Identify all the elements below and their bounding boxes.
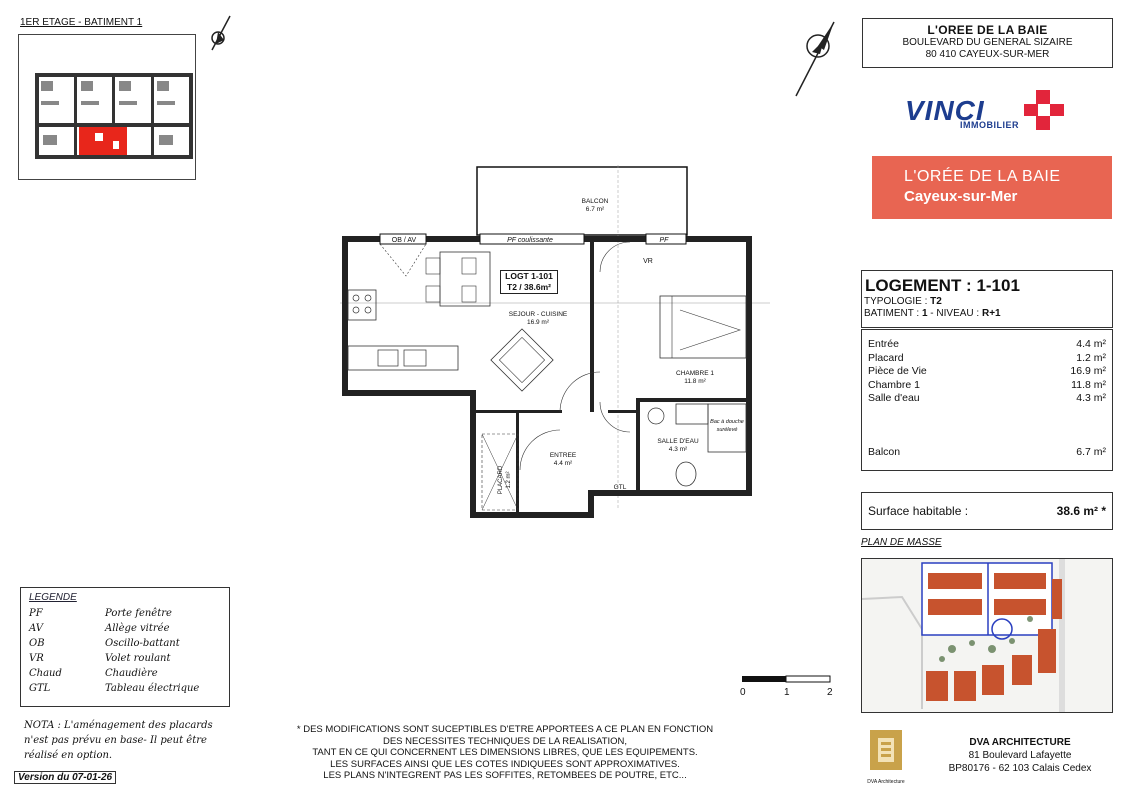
architect-line-1: 81 Boulevard Lafayette [968, 750, 1072, 761]
legend-item [29, 666, 221, 681]
surface-area: 11.8 m² [1071, 378, 1106, 391]
north-arrow-icon [790, 20, 838, 100]
logt-line-1: LOGT 1-101 [505, 271, 553, 281]
plan-gtl-label: GTL [613, 484, 627, 491]
legend-value: Tableau électrique [105, 683, 200, 694]
legend-item [29, 651, 221, 666]
entree-name: ENTREE [549, 452, 577, 459]
architect-block [930, 736, 1110, 775]
surfaces-table [861, 329, 1113, 471]
placard-name: PLACARD [498, 465, 504, 495]
balcon-row [868, 446, 1106, 460]
sde-name: SALLE D'EAU [657, 438, 699, 445]
logt-line-2: T2 / 38.6m² [507, 282, 551, 292]
address-line-2: 80 410 CAYEUX-SUR-MER [925, 49, 1050, 60]
placard-area-label: 1.2 m² [506, 471, 512, 489]
chambre-name: CHAMBRE 1 [676, 370, 714, 377]
legend-key: VR [29, 653, 44, 664]
disclaimer-line: TANT EN CE QUI CONCERNENT LES DIMENSIONS LIBRES, QUE LES EQUIPEMENTS. [312, 747, 698, 758]
key-plan [18, 34, 196, 180]
dva-logo-icon [866, 728, 906, 784]
vinci-logo: VINCI [905, 95, 985, 126]
legend-value: Volet roulant [105, 653, 171, 664]
residence-banner [872, 156, 1112, 219]
legend-title: LEGENDE [29, 592, 77, 603]
typologie-line [864, 296, 1112, 308]
batiment-label: BATIMENT : [864, 308, 922, 319]
entree-area-label: 4.4 m² [553, 460, 573, 467]
plan-pf-label: PF [659, 237, 669, 244]
dva-logo-text: DVA Architecture [867, 779, 905, 785]
logement-block [861, 270, 1113, 328]
typologie-value: T2 [930, 296, 942, 307]
legend-item [29, 606, 221, 621]
legend-key: GTL [29, 683, 51, 694]
plan-entree-label [546, 452, 580, 468]
surface-room: Salle d'eau [868, 392, 920, 405]
legend-value: Chaudière [105, 668, 158, 679]
surface-area: 16.9 m² [1070, 365, 1106, 378]
vinci-cross-icon [1022, 88, 1066, 132]
plan-masse-label: PLAN DE MASSE [861, 537, 942, 548]
banner-title: L'ORÉE DE LA BAIE [904, 168, 1061, 185]
niveau-label: - NIVEAU : [927, 308, 982, 319]
plan-chambre-label [670, 370, 720, 386]
sejour-name: SEJOUR - CUISINE [508, 311, 568, 318]
legend-value: Oscillo-battant [105, 638, 180, 649]
disclaimer-line: * DES MODIFICATIONS SONT SUCEPTIBLES D'ETRE APPORTEES A CE PLAN EN FONCTION [296, 724, 714, 735]
scale-tick-0: 0 [740, 687, 746, 698]
floor-label: 1ER ETAGE - BATIMENT 1 [20, 17, 143, 28]
version-label: Version du 07-01-26 [14, 771, 116, 784]
surface-room: Placard [868, 351, 904, 364]
balcon-name: BALCON [581, 198, 609, 205]
logt-label [500, 270, 558, 294]
plan-masse-map [861, 558, 1113, 713]
legend-item [29, 681, 221, 696]
surface-row [868, 338, 1106, 352]
habitable-label: Surface habitable : [868, 504, 969, 518]
title-block [862, 18, 1113, 68]
surface-room: Pièce de Vie [868, 365, 927, 378]
disclaimer-line: LES PLANS N'INTEGRENT PAS LES SOFFITES, RETOMBEES DE POUTRE, ETC... [323, 770, 687, 781]
surface-room: Chambre 1 [868, 378, 920, 391]
surface-row [868, 379, 1106, 393]
habitable-value: 38.6 m² * [1056, 504, 1106, 518]
surface-area: 4.4 m² [1076, 338, 1106, 350]
legend-key: AV [29, 623, 43, 634]
plan-douche-label: Bac à douche surélevé [710, 419, 744, 433]
banner-city: Cayeux-sur-Mer [904, 188, 1018, 205]
plan-balcon-label [580, 198, 610, 214]
address-line-1: BOULEVARD DU GENERAL SIZAIRE [902, 37, 1073, 48]
plan-sejour-label [500, 311, 576, 327]
residence-name: L'OREE DE LA BAIE [927, 23, 1048, 37]
niveau-value: R+1 [981, 308, 1001, 319]
plan-placard-label [497, 459, 513, 501]
surface-room: Entrée [868, 338, 899, 350]
nota: NOTA : L'aménagement des placards n'est pas prévu en base- Il peut être réalisé en option. [24, 720, 213, 761]
batiment-value: 1 [921, 308, 928, 319]
legend-key: PF [29, 608, 43, 619]
surface-area: 4.3 m² [1076, 392, 1106, 405]
sde-area-label: 4.3 m² [668, 446, 688, 453]
legend-item [29, 636, 221, 651]
architect-line-2: BP80176 - 62 103 Calais Cedex [948, 763, 1092, 774]
balcon-area: 6.7 m² [1076, 445, 1106, 458]
north-arrow-small-icon [204, 14, 236, 54]
disclaimer-line: DES NECESSITES TECHNIQUES DE LA REALISATION, [382, 735, 628, 747]
batiment-line [864, 308, 1112, 320]
balcon-room: Balcon [868, 445, 901, 458]
disclaimer-line: LES SURFACES AINSI QUE LES COTES INDIQUEES SONT APPROXIMATIVES. [330, 758, 680, 770]
disclaimer [270, 724, 740, 782]
scale-tick-2: 2 [827, 687, 833, 698]
surface-row [868, 392, 1106, 406]
plan-pf-coulissante-label: PF coulissante [507, 237, 553, 244]
scale-bar [740, 672, 835, 702]
logement-title: LOGEMENT : 1-101 [865, 276, 1020, 295]
plan-sde-label [652, 438, 704, 454]
surface-row [868, 352, 1106, 366]
architect-name: DVA ARCHITECTURE [969, 737, 1071, 748]
plan-vr-label: VR [643, 258, 653, 265]
surface-habitable [861, 492, 1113, 530]
sejour-area-label: 16.9 m² [526, 319, 550, 326]
floor-plan [340, 160, 770, 530]
balcon-area-label: 6.7 m² [585, 206, 605, 213]
scale-tick-1: 1 [784, 687, 790, 698]
legend [20, 587, 230, 707]
surface-row [868, 365, 1106, 379]
legend-item [29, 621, 221, 636]
vinci-logo-sub: IMMOBILIER [960, 120, 1019, 130]
surface-area: 1.2 m² [1076, 351, 1106, 364]
legend-key: Chaud [29, 668, 62, 679]
plan-ob-av-label: OB / AV [391, 237, 417, 244]
legend-value: Porte fenêtre [105, 608, 172, 619]
legend-value: Allège vitrée [105, 623, 170, 634]
legend-key: OB [29, 638, 45, 649]
typologie-label: TYPOLOGIE : [864, 296, 931, 307]
chambre-area-label: 11.8 m² [684, 378, 706, 385]
